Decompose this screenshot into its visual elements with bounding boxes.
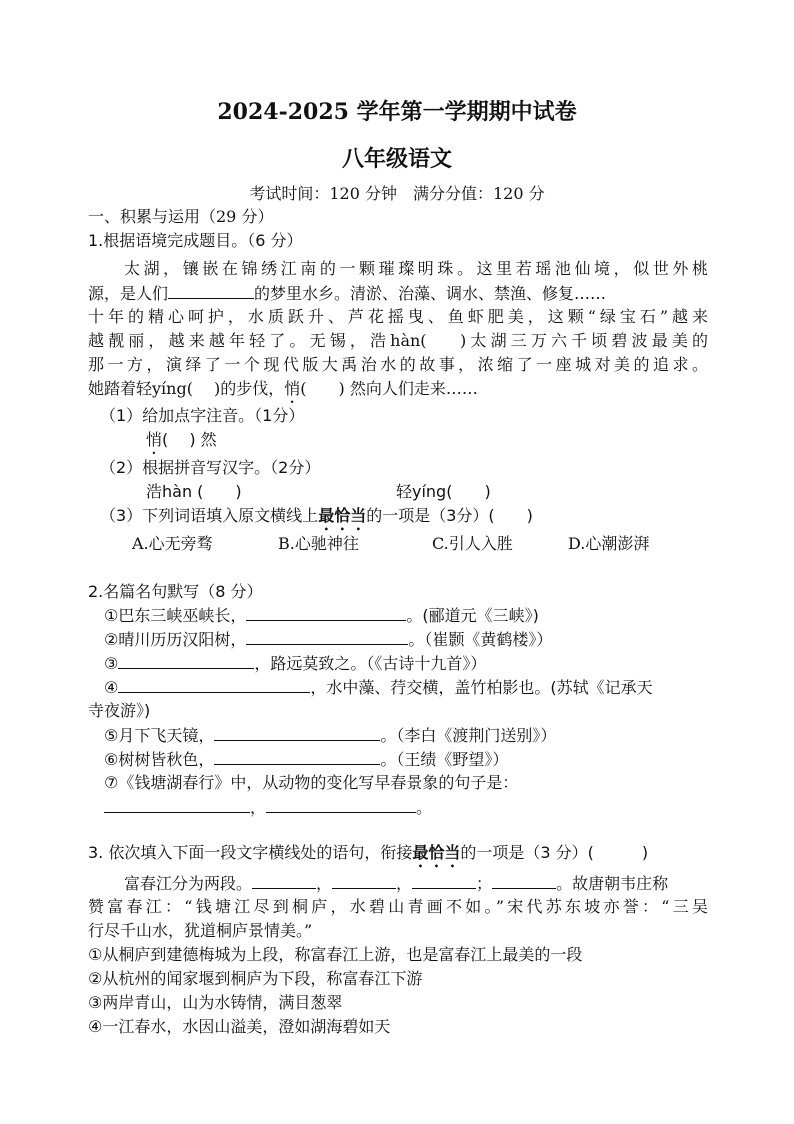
q2-item-continued: 寺夜游》) [88, 701, 151, 720]
exam-info: 考试时间：120 分钟 满分分值：120 分 [249, 184, 545, 203]
fill-blank[interactable] [168, 282, 254, 299]
q1-sub1-label: （1）给加点字注音。（1分） [100, 406, 305, 425]
dotted-char: 悄 [146, 430, 163, 449]
passage-text: 的梦里水乡。清淤、治藻、调水、禁渔、修复…… [254, 284, 607, 303]
q1-option-b[interactable]: B.心驰神往 [278, 534, 359, 553]
poem-line: ⑥树树皆秋色， [104, 750, 215, 769]
fill-blank[interactable] [104, 796, 250, 813]
poem-source: 。(郦道元《三峡》) [406, 606, 539, 625]
q1-passage-line: 越靓丽，越来越年轻了。无锡，浩hàn( )太湖三万六千顷碧波最美的 [88, 331, 708, 350]
stem-text: 3. 依次填入下面一段文字横线处的语句，衔接 [88, 843, 413, 862]
q3-passage-line: 行尽千山水，犹道桐庐景情美。” [88, 921, 313, 940]
poem-source: ，水中藻、荇交横，盖竹柏影也。(苏轼《记承天 [310, 678, 653, 697]
q1-passage-line [88, 378, 478, 407]
q1-option-c[interactable]: C.引人入胜 [432, 534, 513, 553]
emphasis-text: 最恰当 [318, 506, 367, 525]
punctuation: ， [396, 874, 413, 893]
q2-stem: 2.名篇名句默写（8 分） [88, 582, 263, 601]
fill-blank[interactable] [214, 724, 380, 741]
stem-text: 的一项是（3 分）( ) [460, 843, 649, 862]
punctuation: ， [316, 874, 333, 893]
q3-choice: ③两岸青山，山为水铸情，满目葱翠 [88, 993, 343, 1012]
section-heading: 一、积累与运用（29 分） [88, 207, 274, 226]
q3-stem [88, 842, 648, 871]
poem-line: ⑤月下飞天镜， [104, 726, 215, 745]
q3-choice: ②从杭州的闻家堰到桐庐为下段，称富春江下游 [88, 969, 423, 988]
fill-blank[interactable] [332, 872, 396, 889]
poem-source: ，路远莫致之。（《古诗十九首》） [254, 654, 487, 673]
exam-title: 2024-2025 学年第一学期期中试卷 [217, 99, 577, 125]
q1-sub2-item[interactable]: 轻yíng( ) [396, 482, 491, 501]
fill-blank[interactable] [492, 872, 556, 889]
poem-line: ②晴川历历汉阳树， [104, 630, 247, 649]
q2-item [104, 676, 653, 699]
q1-passage-line: 那一方，演绎了一个现代版大禹治水的故事，浓缩了一座城对美的追求。 [88, 355, 708, 374]
punctuation: ， [250, 798, 267, 817]
label-text: 的一项是（3分）( ) [366, 506, 533, 525]
q3-passage-line [124, 872, 668, 895]
exam-subject: 八年级语文 [341, 146, 452, 172]
passage-text: 她踏着轻yíng( )的步伐， [88, 379, 285, 398]
label-text: （3）下列词语填入原文横线上 [100, 506, 319, 525]
q1-option-d[interactable]: D.心潮澎湃 [568, 534, 650, 553]
fill-blank[interactable] [118, 652, 254, 669]
fill-blank[interactable] [252, 872, 316, 889]
fill-blank[interactable] [214, 748, 380, 765]
punctuation: 。 [416, 798, 433, 817]
q1-sub2-label: （2）根据拼音写汉字。（2分） [100, 458, 321, 477]
fill-blank[interactable] [266, 796, 416, 813]
q2-item [104, 604, 539, 627]
q1-passage-line: 太湖，镶嵌在锦绣江南的一颗璀璨明珠。这里若瑶池仙境，似世外桃 [124, 259, 708, 278]
q2-item [104, 748, 508, 771]
poem-source: 。（崔颢《黄鹤楼》） [408, 630, 553, 649]
q2-item [104, 796, 432, 819]
poem-source: 。（李白《渡荆门送别》） [380, 726, 557, 745]
q2-item [104, 628, 552, 651]
passage-text: 富春江分为两段。 [124, 874, 253, 893]
fill-blank[interactable] [246, 604, 406, 621]
q3-choice: ①从桐庐到建德梅城为上段，称富春江上游，也是富春江上最美的一段 [88, 945, 583, 964]
q1-sub3-label [100, 505, 533, 534]
poem-line: ④ [104, 678, 119, 697]
q3-passage-line: 赞富春江：“钱塘江尽到桐庐，水碧山青画不如。”宋代苏东坡亦誉：“三吴 [88, 897, 708, 916]
passage-text: 源，是人们 [88, 284, 169, 303]
answer-paren[interactable]: ( ) 然 [162, 430, 217, 449]
q2-item [104, 724, 556, 747]
passage-text: 。故唐朝韦庄称 [556, 874, 669, 893]
poem-line: ③ [104, 654, 119, 673]
q2-item [104, 652, 486, 675]
q1-passage-line: 十年的精心呵护，水质跃升、芦花摇曳、鱼虾肥美，这颗“绿宝石”越来 [88, 307, 708, 326]
q1-sub1-answer [146, 429, 217, 458]
emphasis-text: 最恰当 [412, 843, 461, 862]
fill-blank[interactable] [246, 628, 408, 645]
q3-choice: ④一江春水，水因山溢美，澄如湖海碧如天 [88, 1017, 391, 1036]
poem-line: ①巴东三峡巫峡长， [104, 606, 247, 625]
q1-passage-line [88, 282, 606, 305]
q1-stem: 1.根据语境完成题目。（6 分） [88, 231, 303, 250]
passage-text: ( ) 然向人们走来…… [300, 379, 478, 398]
punctuation: ； [476, 874, 493, 893]
poem-source: 。（王绩《野望》） [380, 750, 509, 769]
q1-sub2-item[interactable]: 浩hàn ( ) [146, 482, 242, 501]
dotted-char: 悄 [284, 379, 301, 398]
fill-blank[interactable] [118, 676, 310, 693]
fill-blank[interactable] [412, 872, 476, 889]
q2-item: ⑦《钱塘湖春行》中，从动物的变化写早春景象的句子是： [104, 773, 519, 792]
q1-option-a[interactable]: A.心无旁骛 [132, 534, 213, 553]
